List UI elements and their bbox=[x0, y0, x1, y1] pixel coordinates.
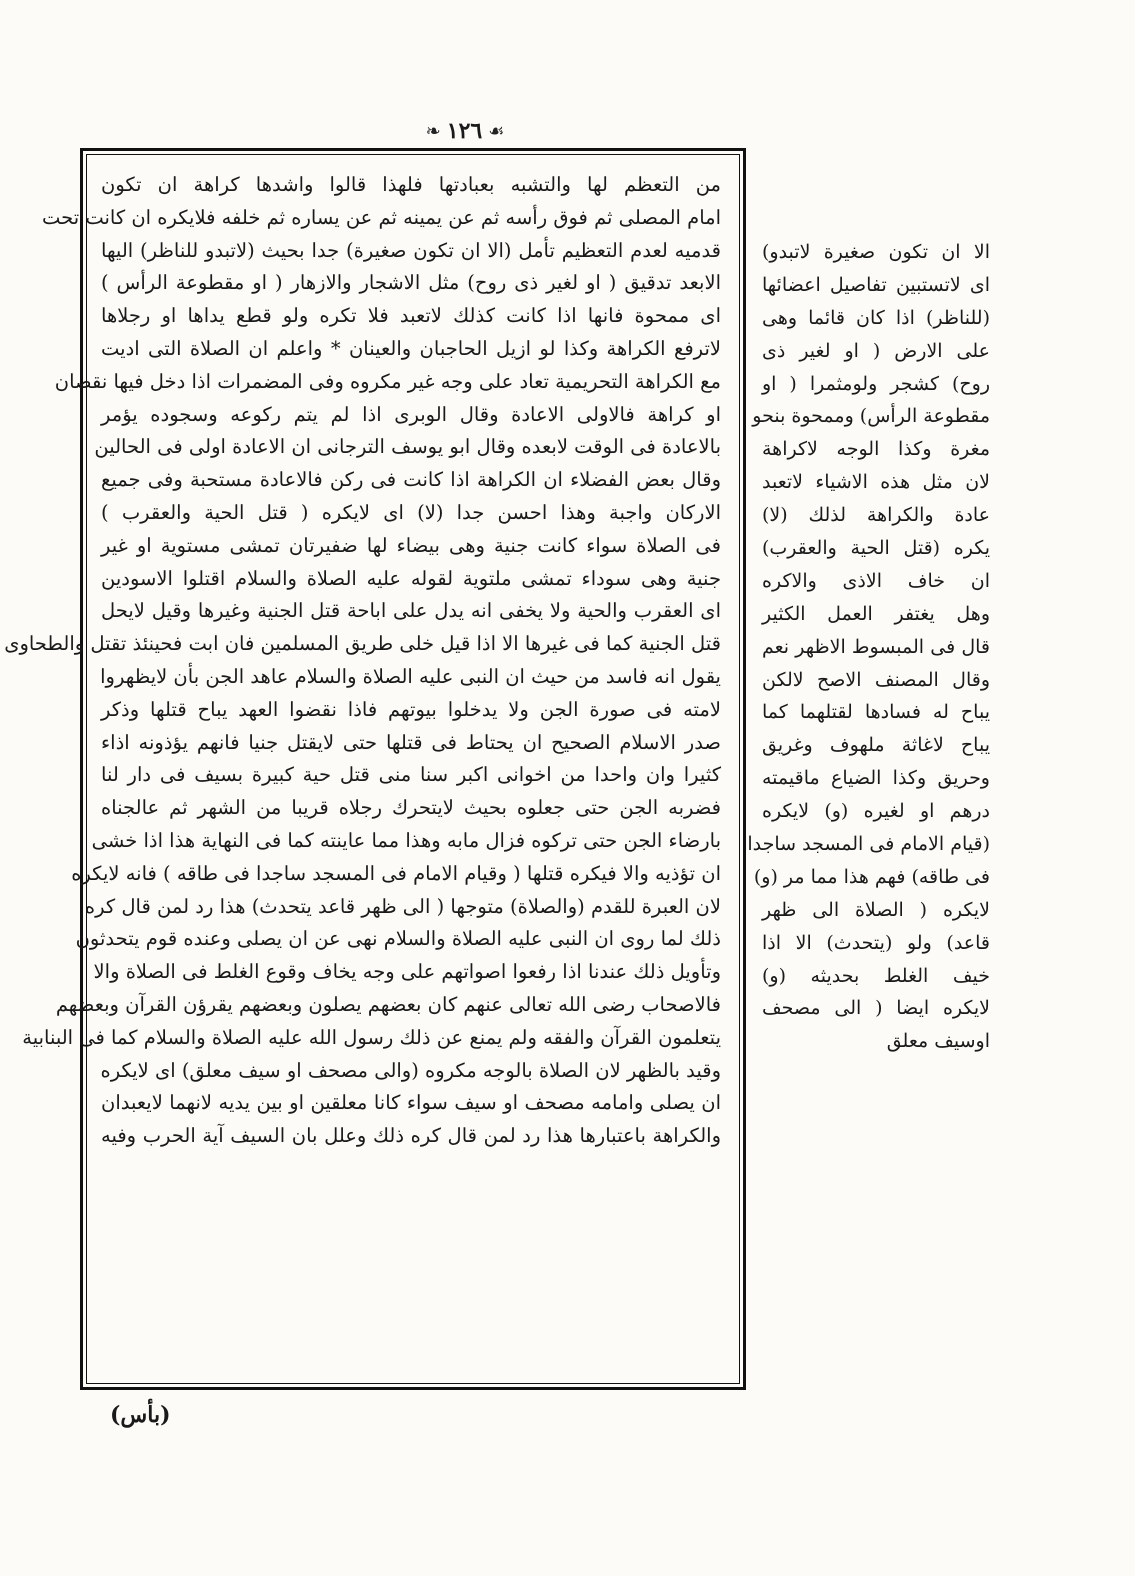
margin-text-line: روح) كشجر ولومثمرا ( او bbox=[762, 372, 990, 395]
main-text-line: كثيرا وان واحدا من اخوانى اكبر سنا منى قتل حية كبيرة بسيف فى دار لنا bbox=[101, 763, 721, 787]
main-text-line: لاترفع الكراهة وكذا لو ازيل الحاجبان والعينان * واعلم ان الصلاة التى اديت bbox=[101, 336, 721, 360]
margin-commentary bbox=[747, 236, 990, 1058]
main-text-line: فضربه الجن حتى جعلوه بحيث لايتحرك رجلاه قريبا من الشهر ثم عالجناه bbox=[101, 796, 721, 820]
margin-text-line: على الارض ( او لغير ذى bbox=[762, 339, 990, 362]
main-text-line: ذلك لما روى ان النبى عليه الصلاة والسلام نهى عن ان يصلى وعنده قوم يتحدثون bbox=[75, 927, 721, 951]
main-text-line: لامته فى صورة الجن ولا يدخلوا بيوتهم فاذا نقضوا العهد يباح قتلها وذكر bbox=[101, 697, 721, 721]
margin-text-line: قاعد) ولو (يتحدث) الا اذا bbox=[762, 931, 990, 954]
margin-text-line: لان مثل هذه الاشياء لاتعبد bbox=[762, 471, 990, 494]
margin-text-line: مغرة وكذا الوجه لاكراهة bbox=[762, 438, 990, 461]
main-text-line: وقال بعض الفضلاء ان الكراهة اذا كانت فى ركن فالاعادة مستحبة وفى جميع bbox=[101, 468, 721, 492]
margin-text-line: لايكره ( الصلاة الى ظهر bbox=[762, 898, 990, 921]
page-header bbox=[370, 116, 560, 146]
main-text-line: الاركان واجبة وهذا احسن جدا (لا) اى لايكره ( قتل الحية والعقرب ) bbox=[101, 500, 721, 524]
margin-text-line: فى طاقه) فهم هذا مما مر (و) bbox=[753, 865, 990, 888]
margin-text-line: يباح لاغاثة ملهوف وغريق bbox=[762, 734, 990, 757]
main-text-line: ان تؤذيه والا فيكره قتلها ( وقيام الامام فى المسجد ساجدا فى طاقه ) فانه لايكره bbox=[71, 861, 721, 885]
main-text-line: بالاعادة فى الوقت لابعده وقال ابو يوسف الترجانى ان الاعادة اولى فى الحالين bbox=[94, 435, 721, 459]
header-ornament-right: ☙ bbox=[488, 120, 505, 142]
main-text-line: امام المصلى ثم فوق رأسه ثم عن يمينه ثم عن يساره ثم خلفه فلايكره ان كانت تحت bbox=[41, 205, 721, 229]
main-text-line: قتل الجنية كما فى غيرها الا اذا قيل خلى طريق المسلمين فان ابت فحينئذ تقتل والطحاوى bbox=[4, 632, 721, 656]
main-text-line: وتأويل ذلك عندنا اذا رفعوا اصواتهم على وجه يخاف وقوع الغلط فى الصلاة والا bbox=[93, 960, 721, 984]
margin-text-line: خيف الغلط بحديثه (و) bbox=[762, 964, 990, 987]
main-text-line: يقول انه فاسد من حيث ان النبى عليه الصلاة والسلام عاهد الجن بأن لايظهروا bbox=[100, 664, 721, 688]
margin-text-line: اوسيف معلق bbox=[886, 1030, 990, 1053]
margin-text-line: (قيام الامام فى المسجد ساجدا bbox=[747, 833, 990, 856]
main-text-line: قدميه لعدم التعظيم تأمل (الا ان تكون صغيرة) جدا بحيث (لاتبدو للناظر) اليها bbox=[101, 238, 721, 262]
margin-text-line: يكره (قتل الحية والعقرب) bbox=[762, 537, 990, 560]
main-text-line: لان العبرة للقدم (والصلاة) متوجها ( الى ظهر قاعد يتحدث) هذا رد لمن قال كره bbox=[84, 894, 721, 918]
margin-text-line: وقال المصنف الاصح لالكن bbox=[762, 668, 990, 691]
main-text-line: صدر الاسلام الصحيح ان يحتاط فى قتلها حتى لايقتل جنيا فانهم يؤذونه اذاء bbox=[101, 730, 721, 754]
main-text-line: الابعد تدقيق ( او لغير ذى روح) مثل الاشجار والازهار ( او مقطوعة الرأس ) bbox=[101, 271, 721, 295]
main-text-line: اى ممحوة فانها اذا كانت كذلك لاتعبد فلا تكره ولو قطع يداها او رجلاها bbox=[101, 304, 721, 328]
main-text-line: بارضاء الجن حتى تركوه فزال مابه وهذا مما عاينته كما فى النهاية هذا اذا خشى bbox=[91, 828, 721, 852]
margin-text-line: مقطوعة الرأس) وممحوة بنحو bbox=[752, 405, 990, 428]
main-text-line: وقيد بالظهر لان الصلاة بالوجه مكروه (والى مصحف او سيف معلق) اى لايكره bbox=[100, 1058, 721, 1082]
main-text-frame-inner bbox=[4, 154, 740, 1384]
margin-text-line: يباح له فسادها لقتلهما كما bbox=[762, 701, 990, 724]
main-text-line: اى العقرب والحية ولا يخفى انه يدل على اباحة قتل الجنية وغيرها وقيل لايحل bbox=[101, 599, 721, 623]
margin-text-line: عادة والكراهة لذلك (لا) bbox=[762, 504, 990, 527]
margin-text-line: الا ان تكون صغيرة لاتبدو) bbox=[762, 241, 990, 263]
header-ornament-left: ❧ bbox=[425, 120, 441, 142]
margin-text-line: قال فى المبسوط الاظهر نعم bbox=[762, 635, 990, 658]
margin-text-line: لايكره ايضا ( الى مصحف bbox=[762, 997, 990, 1020]
main-text-line: فالاصحاب رضى الله تعالى عنهم كان بعضهم يصلون وبعضهم يقرؤن القرآن وبعضهم bbox=[55, 992, 721, 1016]
margin-text-line: (للناظر) اذا كان قائما وهى bbox=[762, 306, 990, 329]
main-text-line: جنية وهى سوداء تمشى ملتوية لقوله عليه الصلاة والسلام اقتلوا الاسودين bbox=[101, 566, 721, 590]
catchword: (بأس) bbox=[110, 1402, 171, 1428]
margin-text-line: وهل يغتفر العمل الكثير bbox=[762, 602, 990, 625]
main-text-line: فى الصلاة سواء كانت جنية وهى بيضاء لها ضفيرتان تمشى مستوية او غير bbox=[101, 533, 721, 557]
main-text-line: او كراهة فالاولى الاعادة وقال الوبرى اذا لم يتم ركوعه وسجوده يؤمر bbox=[101, 402, 721, 426]
main-text-block bbox=[4, 169, 721, 1153]
margin-text-line: اى لاتستبين تفاصيل اعضائها bbox=[762, 273, 990, 296]
main-text-line: مع الكراهة التحريمية تعاد على وجه غير مكروه وفى المضمرات اذا دخل فيها نقصان bbox=[54, 369, 721, 393]
margin-text-line: درهم او لغيره (و) لايكره bbox=[762, 800, 990, 823]
margin-text-line: ان خاف الاذى والاكره bbox=[762, 569, 990, 592]
margin-text-line: وحريق وكذا الضياع ماقيمته bbox=[762, 767, 990, 790]
main-text-line: من التعظم لها والتشبه بعبادتها فلهذا قالوا واشدها كراهة ان تكون bbox=[101, 173, 721, 196]
page-number: ١٢٦ bbox=[446, 118, 483, 144]
main-text-line: ان يصلى وامامه مصحف او سيف سواء كانا معلقين او بين يديه لانهما لايعبدان bbox=[101, 1091, 721, 1115]
main-text-line: والكراهة باعتبارها هذا رد لمن قال كره ذلك وعلل بان السيف آية الحرب وفيه bbox=[101, 1124, 721, 1148]
main-text-frame bbox=[4, 148, 746, 1390]
main-text-line: يتعلمون القرآن والفقه ولم يمنع عن ذلك رسول الله عليه الصلاة والسلام كما فى البنابية bbox=[22, 1025, 721, 1049]
